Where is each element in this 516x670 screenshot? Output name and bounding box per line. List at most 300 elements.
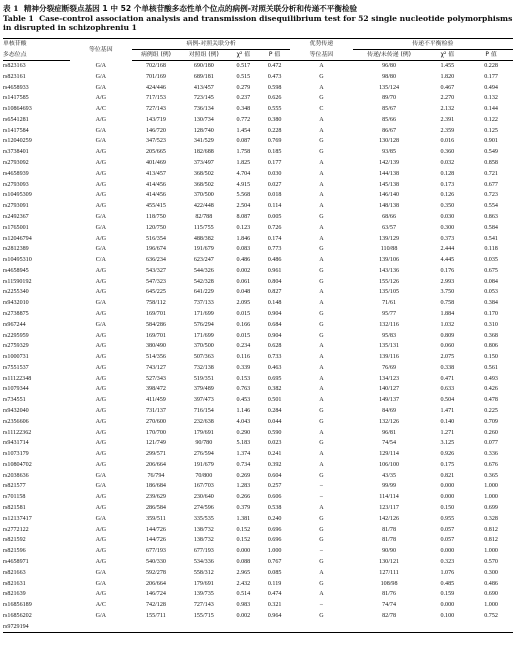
cell-snp: rs9432040 bbox=[3, 408, 29, 414]
cell-tdt-p: 0.677 bbox=[484, 181, 498, 188]
cell-control: 138/732 bbox=[193, 537, 214, 544]
cell-p: 0.733 bbox=[267, 354, 282, 361]
cell-p: 0.030 bbox=[267, 170, 282, 177]
cell-chi2: 0.515 bbox=[236, 73, 251, 80]
cell-tdt-p: 0.144 bbox=[484, 106, 498, 113]
cell-transmitted: 90/90 bbox=[382, 548, 396, 555]
table-row bbox=[3, 320, 513, 331]
cell-allele: G/A bbox=[95, 612, 107, 619]
cell-case: 516/354 bbox=[145, 235, 166, 242]
cell-dominant: A bbox=[319, 354, 324, 361]
cell-chi2: 0.269 bbox=[236, 472, 251, 479]
cell-control: 90/780 bbox=[195, 440, 213, 447]
cell-case: 411/459 bbox=[146, 397, 166, 404]
cell-case: 155/711 bbox=[146, 612, 166, 619]
cell-control: 70/800 bbox=[195, 472, 213, 479]
header-p: P 值 bbox=[259, 50, 290, 61]
cell-case: 205/665 bbox=[145, 149, 166, 156]
cell-transmitted: 114/114 bbox=[379, 494, 399, 501]
cell-case: 120/750 bbox=[145, 224, 166, 231]
cell-case: 702/168 bbox=[145, 63, 166, 69]
header-dominant-1: 优势传递 bbox=[290, 39, 352, 50]
cell-tdt-chi2: 0.504 bbox=[440, 397, 455, 404]
header-case: 病例组 (例) bbox=[132, 50, 180, 61]
cell-p: 0.684 bbox=[267, 321, 282, 328]
cell-snp: rs2356606 bbox=[3, 418, 29, 425]
cell-allele: A/G bbox=[95, 289, 107, 296]
cell-snp: rs2793093 bbox=[3, 181, 29, 188]
cell-chi2: 1.381 bbox=[236, 515, 251, 522]
cell-transmitted: 76/69 bbox=[382, 364, 396, 371]
cell-p: 0.177 bbox=[267, 160, 282, 167]
cell-allele: A/G bbox=[95, 203, 107, 210]
cell-allele: A/G bbox=[95, 375, 107, 382]
cell-case: 743/127 bbox=[145, 364, 166, 371]
cell-tdt-p: 0.368 bbox=[484, 332, 498, 339]
cell-allele: A/G bbox=[95, 192, 107, 199]
cell-dominant: A bbox=[319, 170, 324, 177]
cell-dominant: G bbox=[319, 558, 324, 565]
cell-allele: G/A bbox=[95, 515, 107, 522]
cell-allele: A/G bbox=[95, 451, 107, 458]
cell-snp: rs821577 bbox=[3, 483, 26, 490]
cell-allele: A/G bbox=[95, 170, 107, 177]
cell-control: 732/138 bbox=[193, 364, 214, 371]
cell-snp: rs2738875 bbox=[3, 310, 29, 317]
cell-dominant: G bbox=[319, 472, 324, 479]
cell-snp: rs823161 bbox=[3, 73, 26, 80]
cell-allele: G/A bbox=[95, 213, 107, 220]
cell-case: 584/286 bbox=[145, 321, 166, 328]
cell-dominant: A bbox=[319, 364, 324, 371]
cell-snp: rs6541281 bbox=[3, 116, 29, 123]
cell-snp: rs11122348 bbox=[3, 375, 32, 382]
cell-allele: G/A bbox=[95, 580, 107, 587]
cell-transmitted: 85/66 bbox=[382, 116, 396, 123]
cell-tdt-chi2: 4.445 bbox=[440, 257, 455, 264]
cell-tdt-p: 0.549 bbox=[484, 149, 498, 156]
cell-dominant: A bbox=[319, 505, 324, 512]
cell-p: 0.695 bbox=[267, 375, 282, 382]
header-tdt-p: P 值 bbox=[469, 50, 513, 61]
cell-allele: G/A bbox=[95, 321, 107, 328]
table-row bbox=[3, 341, 513, 352]
cell-tdt-p: 0.494 bbox=[484, 84, 498, 91]
cell-tdt-p: 0.486 bbox=[484, 580, 498, 587]
cell-chi2: 0.116 bbox=[236, 354, 251, 361]
cell-control: 182/688 bbox=[193, 149, 214, 156]
cell-dominant: G bbox=[319, 149, 324, 156]
cell-p: 1.000 bbox=[267, 548, 282, 555]
cell-allele: G/A bbox=[95, 483, 107, 490]
cell-snp: rs967244 bbox=[3, 321, 26, 328]
cell-snp: rs9729194 bbox=[3, 622, 70, 633]
cell-allele: G/A bbox=[95, 224, 107, 231]
cell-tdt-chi2: 1.455 bbox=[440, 63, 455, 69]
header-snp-2: 多态位点 bbox=[3, 50, 70, 61]
table-row bbox=[3, 61, 513, 72]
cell-snp: rs2295959 bbox=[3, 332, 29, 339]
cell-snp: rs2772122 bbox=[3, 526, 29, 533]
cell-control: 179/691 bbox=[193, 580, 214, 587]
cell-tdt-p: 1.000 bbox=[484, 494, 498, 501]
cell-snp: rs16856202 bbox=[3, 612, 32, 619]
cell-case: 701/169 bbox=[145, 73, 166, 80]
cell-transmitted bbox=[353, 622, 426, 633]
cell-dominant: G bbox=[319, 310, 324, 317]
cell-tdt-p: 1.000 bbox=[484, 602, 498, 609]
cell-case: 186/684 bbox=[145, 483, 166, 490]
cell-dominant: G bbox=[319, 213, 324, 220]
cell-tdt-p: 0.225 bbox=[484, 408, 498, 414]
cell-allele: A/G bbox=[95, 591, 107, 598]
cell-dominant: A bbox=[319, 181, 324, 188]
cell-tdt-chi2: 0.633 bbox=[440, 386, 455, 393]
cell-case: 169/701 bbox=[145, 332, 166, 339]
cell-tdt-chi2: 2.993 bbox=[440, 278, 455, 285]
cell-chi2: 0.339 bbox=[236, 364, 251, 371]
cell-control: 191/679 bbox=[193, 461, 214, 468]
table-row bbox=[3, 266, 513, 277]
cell-allele: G/A bbox=[95, 569, 107, 576]
cell-p: 0.964 bbox=[267, 612, 282, 619]
cell-chi2: 1.846 bbox=[236, 235, 251, 242]
cell-tdt-chi2: 0.128 bbox=[440, 170, 455, 177]
cell-snp: rs1417584 bbox=[3, 127, 29, 134]
cell-dominant: A bbox=[319, 203, 324, 210]
cell-snp: rs4658971 bbox=[3, 558, 29, 565]
cell-chi2: 0.087 bbox=[236, 138, 251, 145]
cell-control: 737/133 bbox=[193, 300, 214, 307]
cell-tdt-chi2: 1.076 bbox=[440, 569, 455, 576]
cell-control: 130/734 bbox=[193, 116, 214, 123]
cell-chi2: 0.279 bbox=[236, 84, 251, 91]
cell-tdt-p: 0.752 bbox=[484, 612, 498, 619]
table-row bbox=[3, 234, 513, 245]
cell-transmitted: 143/136 bbox=[379, 267, 400, 274]
cell-transmitted: 135/131 bbox=[379, 343, 400, 350]
cell-snp: rs4658939 bbox=[3, 170, 29, 177]
table-row bbox=[3, 363, 513, 374]
cell-dominant: A bbox=[319, 192, 324, 199]
cell-control: 641/229 bbox=[193, 289, 214, 296]
cell-tdt-p: 0.300 bbox=[484, 569, 498, 576]
cell-case: 359/511 bbox=[146, 515, 166, 522]
table-row bbox=[3, 72, 513, 83]
cell-control: 736/134 bbox=[193, 106, 214, 113]
cell-case: 414/456 bbox=[145, 181, 166, 188]
cell-chi2: 0.152 bbox=[236, 537, 251, 544]
cell-allele: A/G bbox=[95, 364, 107, 371]
cell-case: 146/724 bbox=[145, 591, 166, 598]
cell-control: 519/351 bbox=[193, 375, 214, 382]
cell-control: 727/143 bbox=[193, 602, 214, 609]
table-row bbox=[3, 579, 513, 590]
table-body bbox=[3, 61, 513, 633]
cell-tdt-p: 0.721 bbox=[484, 170, 498, 177]
cell-case: 543/327 bbox=[145, 267, 166, 274]
cell-allele: A/C bbox=[95, 106, 106, 113]
cell-chi2: 5.183 bbox=[236, 440, 251, 447]
cell-tdt-p: 0.561 bbox=[484, 364, 498, 371]
table-row bbox=[3, 115, 513, 126]
cell-chi2: 0.379 bbox=[236, 505, 251, 512]
cell-dominant: – bbox=[319, 483, 323, 490]
cell-dominant: G bbox=[319, 537, 324, 544]
cell-transmitted: 140/127 bbox=[379, 386, 400, 393]
cell-case: 455/415 bbox=[145, 203, 166, 210]
cell-transmitted: 81/78 bbox=[382, 537, 396, 544]
cell-dominant: G bbox=[319, 526, 324, 533]
cell-tdt-p: 0.150 bbox=[484, 354, 498, 361]
table-row bbox=[3, 471, 513, 482]
cell-transmitted: 96/80 bbox=[382, 63, 396, 69]
cell-allele: A/G bbox=[95, 429, 107, 436]
cell-control: 488/382 bbox=[193, 235, 214, 242]
table-row bbox=[3, 557, 513, 568]
cell-case: 758/112 bbox=[146, 300, 166, 307]
cell-tdt-p: 0.478 bbox=[484, 397, 498, 404]
cell-allele: A/G bbox=[95, 537, 107, 544]
cell-chi2: 1.454 bbox=[236, 127, 251, 134]
cell-tdt-chi2: 2.444 bbox=[440, 246, 455, 253]
cell-case: 169/701 bbox=[145, 310, 166, 317]
cell-dominant: G bbox=[319, 580, 324, 587]
cell-case: 398/472 bbox=[145, 386, 166, 393]
cell-control: 422/448 bbox=[193, 203, 214, 210]
cell-tdt-p: 0.493 bbox=[484, 375, 498, 382]
cell-transmitted: 106/100 bbox=[379, 461, 400, 468]
cell-allele: A/G bbox=[95, 526, 107, 533]
cell-chi2: 0.734 bbox=[236, 461, 251, 468]
cell-control: 335/535 bbox=[193, 515, 214, 522]
cell-control: 368/502 bbox=[193, 170, 214, 177]
cell-p: 0.696 bbox=[267, 526, 282, 533]
cell-tdt-chi2: 0.821 bbox=[440, 472, 455, 479]
cell-control: 623/247 bbox=[193, 257, 214, 264]
header-row-1 bbox=[3, 39, 513, 50]
cell-snp: rs2793092 bbox=[3, 160, 29, 167]
cell-snp: rs4658945 bbox=[3, 267, 29, 274]
cell-p: 0.257 bbox=[267, 483, 282, 490]
cell-transmitted: 68/66 bbox=[382, 213, 396, 220]
cell-tdt-chi2: 0.060 bbox=[440, 343, 455, 350]
cell-tdt-p: 0.328 bbox=[484, 515, 498, 522]
header-chi2: χ² 值 bbox=[228, 50, 259, 61]
cell-chi2: 0.266 bbox=[236, 494, 251, 501]
cell-tdt-chi2: 0.150 bbox=[440, 505, 455, 512]
table-row bbox=[3, 428, 513, 439]
caption-label-cn: 表 1 bbox=[3, 4, 19, 13]
cell-transmitted: 149/137 bbox=[379, 397, 400, 404]
cell-transmitted: 84/69 bbox=[382, 408, 396, 414]
cell-tdt-chi2: 3.125 bbox=[440, 440, 455, 447]
table-row bbox=[3, 223, 513, 234]
table-row bbox=[3, 600, 513, 611]
cell-snp: rs10495310 bbox=[3, 257, 32, 264]
cell-tdt-p: 1.000 bbox=[484, 483, 498, 490]
cell-tdt-p: 0.177 bbox=[484, 73, 498, 80]
cell-control: 138/732 bbox=[193, 526, 214, 533]
cell-dominant: A bbox=[319, 63, 324, 69]
cell-tdt-p: 0.812 bbox=[484, 526, 498, 533]
table-row bbox=[3, 331, 513, 342]
cell-chi2: 0.000 bbox=[236, 548, 251, 555]
table-row bbox=[3, 514, 513, 525]
cell-transmitted: 71/61 bbox=[382, 300, 396, 307]
table-row bbox=[3, 568, 513, 579]
cell-chi2: 0.763 bbox=[236, 386, 251, 393]
cell-control: 723/145 bbox=[193, 95, 214, 102]
cell-control: 155/715 bbox=[193, 612, 214, 619]
cell-transmitted: 99/99 bbox=[382, 483, 396, 490]
table-row bbox=[3, 136, 513, 147]
cell-tdt-chi2: 0.485 bbox=[440, 580, 455, 587]
cell-snp: rs821631 bbox=[3, 580, 26, 587]
cell-allele: G/A bbox=[95, 300, 107, 307]
cell-snp: rs10495309 bbox=[3, 192, 32, 199]
cell-p: 0.005 bbox=[267, 213, 282, 220]
cell-transmitted: 63/57 bbox=[382, 224, 396, 231]
cell-case: 424/446 bbox=[145, 84, 166, 91]
table-row bbox=[3, 406, 513, 417]
table-row bbox=[3, 492, 513, 503]
cell-tdt-chi2: 0.100 bbox=[440, 612, 455, 619]
cell-transmitted: 135/105 bbox=[379, 289, 400, 296]
cell-p: 0.240 bbox=[267, 515, 282, 522]
cell-chi2: 0.514 bbox=[236, 591, 251, 598]
cell-p: 0.538 bbox=[267, 505, 282, 512]
cell-p: 0.027 bbox=[267, 181, 282, 188]
table-caption bbox=[3, 4, 513, 33]
cell-transmitted: 89/70 bbox=[382, 95, 396, 102]
cell-control: 368/502 bbox=[193, 181, 214, 188]
cell-control: 558/312 bbox=[193, 569, 214, 576]
table-row bbox=[3, 535, 513, 546]
cell-allele: G/A bbox=[95, 246, 107, 253]
cell-control: 232/638 bbox=[193, 418, 214, 425]
cell-transmitted: 93/85 bbox=[382, 149, 396, 156]
cell-p: 0.598 bbox=[267, 84, 282, 91]
cell-allele: G/A bbox=[95, 84, 107, 91]
cell-allele: A/G bbox=[95, 408, 107, 414]
cell-control: 115/755 bbox=[193, 224, 214, 231]
cell-tdt-chi2: 1.271 bbox=[440, 429, 455, 436]
cell-chi2: 0.166 bbox=[236, 321, 251, 328]
cell-dominant: A bbox=[319, 569, 324, 576]
cell-tdt-chi2: 0.000 bbox=[440, 548, 455, 555]
cell-allele: A/G bbox=[95, 343, 107, 350]
cell-chi2: 0.088 bbox=[236, 558, 251, 565]
cell-allele: A/G bbox=[95, 332, 107, 339]
cell-chi2: 1.283 bbox=[236, 483, 251, 490]
cell-control: 677/193 bbox=[193, 548, 214, 555]
cell-p: 0.023 bbox=[267, 440, 282, 447]
cell-allele: G/A bbox=[95, 138, 107, 145]
cell-p: 0.174 bbox=[267, 235, 282, 242]
cell-snp: rs9431714 bbox=[3, 440, 29, 447]
cell-allele: A/G bbox=[95, 440, 107, 447]
cell-allele bbox=[70, 622, 132, 633]
cell-case: 118/750 bbox=[146, 213, 166, 220]
cell-tdt-chi2: 3.750 bbox=[440, 289, 455, 296]
cell-p: 0.185 bbox=[267, 149, 282, 156]
cell-dominant: A bbox=[319, 451, 324, 458]
cell-transmitted: 81/76 bbox=[382, 591, 396, 598]
cell-case: 206/664 bbox=[145, 580, 166, 587]
cell-p: 0.114 bbox=[267, 203, 282, 210]
cell-allele: A/G bbox=[95, 235, 107, 242]
cell-dominant: A bbox=[319, 461, 324, 468]
cell-chi2: 2.095 bbox=[236, 300, 251, 307]
cell-transmitted: 135/124 bbox=[379, 84, 400, 91]
cell-dominant: G bbox=[319, 321, 324, 328]
cell-allele: A/G bbox=[95, 160, 107, 167]
cell-tdt-chi2: 0.373 bbox=[440, 235, 455, 242]
cell-transmitted: 134/123 bbox=[379, 375, 400, 382]
cell-transmitted: 130/128 bbox=[379, 138, 400, 145]
cell-transmitted: 85/67 bbox=[382, 106, 396, 113]
cell-chi2: 0.152 bbox=[236, 526, 251, 533]
cell-p: 0.696 bbox=[267, 537, 282, 544]
cell-transmitted: 108/98 bbox=[380, 580, 398, 587]
cell-case: 347/523 bbox=[145, 138, 166, 145]
cell-tdt-p: 0.858 bbox=[484, 160, 498, 167]
table-row bbox=[3, 525, 513, 536]
cell-transmitted: 155/126 bbox=[379, 278, 400, 285]
cell-chi2: 0.002 bbox=[236, 267, 251, 274]
header-transmitted: 传递/未传递 (例) bbox=[353, 50, 426, 61]
cell-snp: rs1000731 bbox=[3, 354, 29, 361]
header-tdt-group: 传递不平衡检验 bbox=[353, 39, 513, 50]
cell-case: 540/330 bbox=[145, 558, 166, 565]
cell-dominant: A bbox=[319, 289, 324, 296]
cell-tdt-p: 0.384 bbox=[484, 300, 498, 307]
cell-snp: rs2492367 bbox=[3, 213, 29, 220]
cell-tdt-chi2: 2.359 bbox=[440, 127, 455, 134]
table-row bbox=[3, 395, 513, 406]
table-row bbox=[3, 180, 513, 191]
table-row bbox=[3, 438, 513, 449]
table-row bbox=[3, 374, 513, 385]
cell-case: 514/356 bbox=[145, 354, 166, 361]
cell-tdt-chi2: 0.176 bbox=[440, 267, 455, 274]
cell-chi2: 0.153 bbox=[236, 375, 251, 382]
cell-snp: rs2759329 bbox=[3, 343, 29, 350]
cell-control: 274/596 bbox=[193, 505, 214, 512]
cell-case: 727/143 bbox=[145, 106, 166, 113]
cell-snp: rs3738401 bbox=[3, 149, 29, 156]
cell-allele: A/G bbox=[95, 278, 107, 285]
cell-tdt-chi2 bbox=[425, 622, 469, 633]
cell-dominant: G bbox=[319, 332, 324, 339]
cell-tdt-p: 1.000 bbox=[484, 548, 498, 555]
cell-tdt-chi2: 0.926 bbox=[440, 451, 455, 458]
cell-chi2: 8.087 bbox=[236, 213, 251, 220]
cell-transmitted: 98/80 bbox=[382, 73, 396, 80]
table-row bbox=[3, 352, 513, 363]
cell-control bbox=[180, 622, 228, 633]
cell-allele: A/G bbox=[95, 354, 107, 361]
cell-case: 76/794 bbox=[147, 472, 165, 479]
cell-dominant: A bbox=[319, 591, 324, 598]
cell-dominant: A bbox=[319, 224, 324, 231]
cell-allele: A/G bbox=[95, 548, 107, 555]
cell-case: 270/600 bbox=[145, 418, 166, 425]
cell-case: 144/726 bbox=[145, 537, 166, 544]
cell-tdt-chi2: 0.467 bbox=[440, 84, 455, 91]
cell-case: 547/323 bbox=[145, 278, 166, 285]
